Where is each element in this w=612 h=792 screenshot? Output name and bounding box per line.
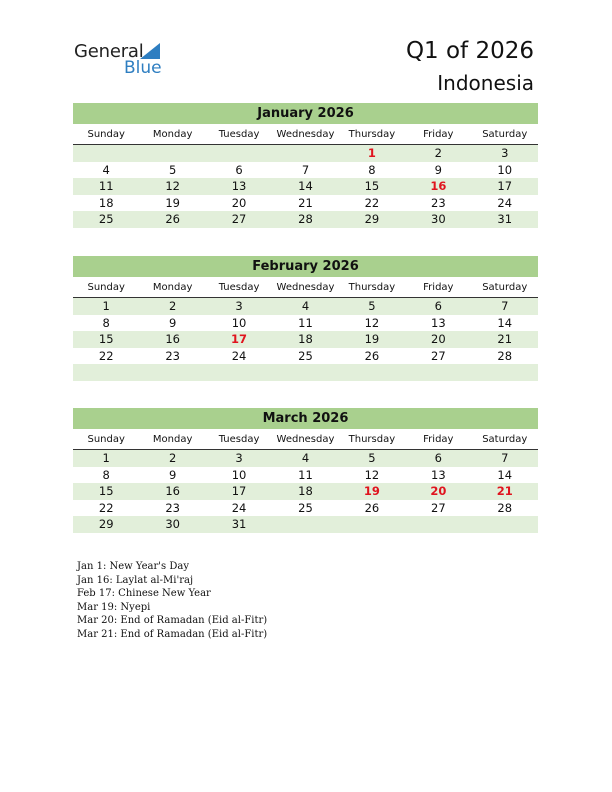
day-cell: 24 bbox=[231, 348, 247, 363]
day-cell: 20 bbox=[430, 484, 447, 499]
logo-general-text: General bbox=[74, 41, 144, 62]
day-cell bbox=[206, 364, 272, 381]
day-cell bbox=[73, 145, 139, 162]
day-cell: 9 bbox=[434, 162, 442, 177]
weekday-label: Thursday bbox=[348, 434, 396, 445]
weekday-label: Thursday bbox=[348, 129, 396, 140]
day-cell: 15 bbox=[364, 179, 380, 194]
day-cell: 21 bbox=[496, 484, 513, 499]
day-cell bbox=[139, 145, 205, 162]
day-cell: 24 bbox=[497, 195, 513, 210]
day-cell: 17 bbox=[231, 484, 247, 499]
weekday-header-row bbox=[73, 432, 538, 450]
day-cell: 4 bbox=[301, 451, 310, 465]
weekday-label: Saturday bbox=[482, 434, 528, 445]
holiday-note: Jan 16: Laylat al-Mi'raj bbox=[77, 574, 194, 586]
day-cell: 5 bbox=[168, 162, 177, 177]
day-cell: 11 bbox=[98, 179, 114, 194]
weekday-label: Wednesday bbox=[276, 434, 335, 445]
day-cell: 14 bbox=[497, 315, 513, 330]
page-title: Q1 of 2026 bbox=[405, 38, 534, 64]
day-cell bbox=[405, 364, 471, 381]
day-cell: 2 bbox=[168, 299, 177, 313]
day-cell: 8 bbox=[102, 315, 110, 330]
month-title: February 2026 bbox=[73, 256, 538, 277]
holiday-note: Mar 19: Nyepi bbox=[77, 601, 151, 613]
generalblue-logo bbox=[74, 41, 174, 77]
day-cell: 16 bbox=[430, 179, 447, 194]
weekday-label: Sunday bbox=[87, 282, 125, 293]
day-cell: 24 bbox=[231, 500, 247, 515]
day-cell: 13 bbox=[431, 315, 446, 330]
day-cell: 18 bbox=[98, 195, 114, 210]
day-cell: 28 bbox=[497, 500, 513, 515]
day-cell: 25 bbox=[298, 500, 313, 515]
week-row bbox=[73, 211, 538, 228]
day-cell: 19 bbox=[165, 195, 180, 210]
weekday-label: Friday bbox=[423, 434, 454, 445]
month-title: March 2026 bbox=[73, 408, 538, 429]
country-name: Indonesia bbox=[437, 71, 534, 95]
month-title: January 2026 bbox=[73, 103, 538, 124]
day-cell: 30 bbox=[431, 212, 446, 227]
day-cell: 19 bbox=[363, 484, 380, 499]
day-cell: 1 bbox=[102, 451, 110, 465]
day-cell: 27 bbox=[431, 500, 446, 515]
day-cell: 8 bbox=[102, 467, 110, 482]
day-cell bbox=[472, 516, 538, 533]
day-cell: 2 bbox=[434, 146, 442, 160]
day-cell: 6 bbox=[434, 451, 442, 465]
weekday-label: Thursday bbox=[348, 282, 396, 293]
week-row bbox=[73, 467, 538, 484]
day-cell: 6 bbox=[434, 299, 442, 313]
holiday-note: Feb 17: Chinese New Year bbox=[77, 588, 211, 600]
day-cell: 11 bbox=[298, 315, 313, 330]
day-cell bbox=[73, 364, 139, 381]
day-cell bbox=[139, 364, 205, 381]
day-cell: 5 bbox=[368, 299, 376, 313]
week-row bbox=[73, 364, 538, 381]
day-cell: 22 bbox=[98, 348, 114, 363]
day-cell bbox=[339, 516, 405, 533]
week-row bbox=[73, 298, 538, 315]
day-cell: 23 bbox=[165, 348, 180, 363]
day-cell: 2 bbox=[168, 451, 177, 465]
day-cell: 12 bbox=[364, 467, 380, 482]
day-cell: 20 bbox=[431, 332, 446, 347]
day-cell bbox=[272, 516, 338, 533]
day-cell bbox=[272, 364, 338, 381]
month-calendar bbox=[73, 103, 538, 228]
day-cell: 8 bbox=[368, 162, 376, 177]
day-cell: 7 bbox=[501, 451, 509, 465]
day-cell: 29 bbox=[98, 517, 114, 532]
day-cell: 27 bbox=[431, 348, 446, 363]
day-cell: 7 bbox=[501, 299, 509, 313]
week-row bbox=[73, 331, 538, 348]
day-cell: 18 bbox=[298, 332, 313, 347]
week-row bbox=[73, 195, 538, 212]
day-cell: 21 bbox=[497, 332, 513, 347]
day-cell: 10 bbox=[231, 315, 247, 330]
holiday-note: Mar 20: End of Ramadan (Eid al-Fitr) bbox=[77, 615, 268, 627]
week-row bbox=[73, 500, 538, 517]
day-cell: 28 bbox=[298, 212, 313, 227]
logo-flag-icon bbox=[140, 43, 160, 59]
day-cell bbox=[206, 145, 272, 162]
day-cell: 1 bbox=[367, 146, 376, 160]
weekday-label: Saturday bbox=[482, 282, 528, 293]
day-cell: 23 bbox=[165, 500, 180, 515]
week-row bbox=[73, 145, 538, 162]
month-calendar bbox=[73, 256, 538, 381]
day-cell: 13 bbox=[431, 467, 446, 482]
day-cell: 17 bbox=[497, 179, 513, 194]
week-row bbox=[73, 348, 538, 365]
weekday-label: Wednesday bbox=[276, 129, 335, 140]
day-cell: 30 bbox=[165, 517, 180, 532]
weekday-label: Tuesday bbox=[218, 434, 260, 445]
week-row bbox=[73, 483, 538, 500]
day-cell: 14 bbox=[497, 467, 513, 482]
weekday-label: Monday bbox=[152, 282, 193, 293]
day-cell: 19 bbox=[364, 332, 380, 347]
day-cell: 14 bbox=[298, 179, 313, 194]
weekday-label: Sunday bbox=[87, 434, 125, 445]
logo-blue-text: Blue bbox=[124, 58, 162, 78]
day-cell: 20 bbox=[231, 195, 247, 210]
day-cell bbox=[405, 516, 471, 533]
day-cell: 9 bbox=[168, 467, 177, 482]
weekday-label: Monday bbox=[152, 129, 193, 140]
month-calendar bbox=[73, 408, 538, 533]
day-cell: 5 bbox=[368, 451, 376, 465]
day-cell: 12 bbox=[165, 179, 180, 194]
day-cell: 4 bbox=[102, 162, 110, 177]
day-cell: 26 bbox=[364, 348, 380, 363]
weekday-label: Tuesday bbox=[218, 282, 260, 293]
day-cell: 23 bbox=[431, 195, 446, 210]
day-cell bbox=[339, 364, 405, 381]
day-cell: 6 bbox=[235, 162, 243, 177]
day-cell: 15 bbox=[98, 484, 114, 499]
weekday-label: Tuesday bbox=[218, 129, 260, 140]
holiday-note: Mar 21: End of Ramadan (Eid al-Fitr) bbox=[77, 628, 268, 640]
day-cell: 25 bbox=[298, 348, 313, 363]
day-cell: 31 bbox=[231, 517, 247, 532]
day-cell: 21 bbox=[298, 195, 313, 210]
week-row bbox=[73, 450, 538, 467]
weekday-label: Wednesday bbox=[276, 282, 335, 293]
day-cell: 18 bbox=[298, 484, 313, 499]
day-cell: 22 bbox=[98, 500, 114, 515]
day-cell: 9 bbox=[168, 315, 177, 330]
week-row bbox=[73, 178, 538, 195]
day-cell: 25 bbox=[98, 212, 114, 227]
day-cell: 11 bbox=[298, 467, 313, 482]
day-cell: 22 bbox=[364, 195, 380, 210]
day-cell: 27 bbox=[231, 212, 247, 227]
day-cell: 12 bbox=[364, 315, 380, 330]
day-cell: 29 bbox=[364, 212, 380, 227]
day-cell: 26 bbox=[364, 500, 380, 515]
weekday-label: Friday bbox=[423, 129, 454, 140]
day-cell: 13 bbox=[231, 179, 247, 194]
day-cell: 4 bbox=[301, 299, 310, 313]
weekday-header-row bbox=[73, 280, 538, 298]
weekday-header-row bbox=[73, 127, 538, 145]
week-row bbox=[73, 516, 538, 533]
day-cell: 1 bbox=[102, 299, 110, 313]
day-cell: 10 bbox=[497, 162, 513, 177]
day-cell: 3 bbox=[235, 451, 243, 465]
week-row bbox=[73, 162, 538, 179]
day-cell: 28 bbox=[497, 348, 513, 363]
day-cell: 3 bbox=[501, 146, 509, 160]
day-cell: 16 bbox=[165, 484, 180, 499]
day-cell: 17 bbox=[231, 332, 248, 347]
day-cell bbox=[472, 364, 538, 381]
day-cell: 16 bbox=[165, 332, 180, 347]
weekday-label: Sunday bbox=[87, 129, 125, 140]
holiday-note: Jan 1: New Year's Day bbox=[77, 561, 189, 572]
day-cell bbox=[272, 145, 338, 162]
weekday-label: Saturday bbox=[482, 129, 528, 140]
day-cell: 3 bbox=[235, 299, 243, 313]
holiday-notes bbox=[77, 560, 267, 642]
week-row bbox=[73, 315, 538, 332]
day-cell: 31 bbox=[497, 212, 513, 227]
day-cell: 10 bbox=[231, 467, 247, 482]
day-cell: 26 bbox=[165, 212, 180, 227]
weekday-label: Monday bbox=[152, 434, 193, 445]
day-cell: 7 bbox=[301, 162, 310, 177]
weekday-label: Friday bbox=[423, 282, 454, 293]
day-cell: 15 bbox=[98, 332, 114, 347]
